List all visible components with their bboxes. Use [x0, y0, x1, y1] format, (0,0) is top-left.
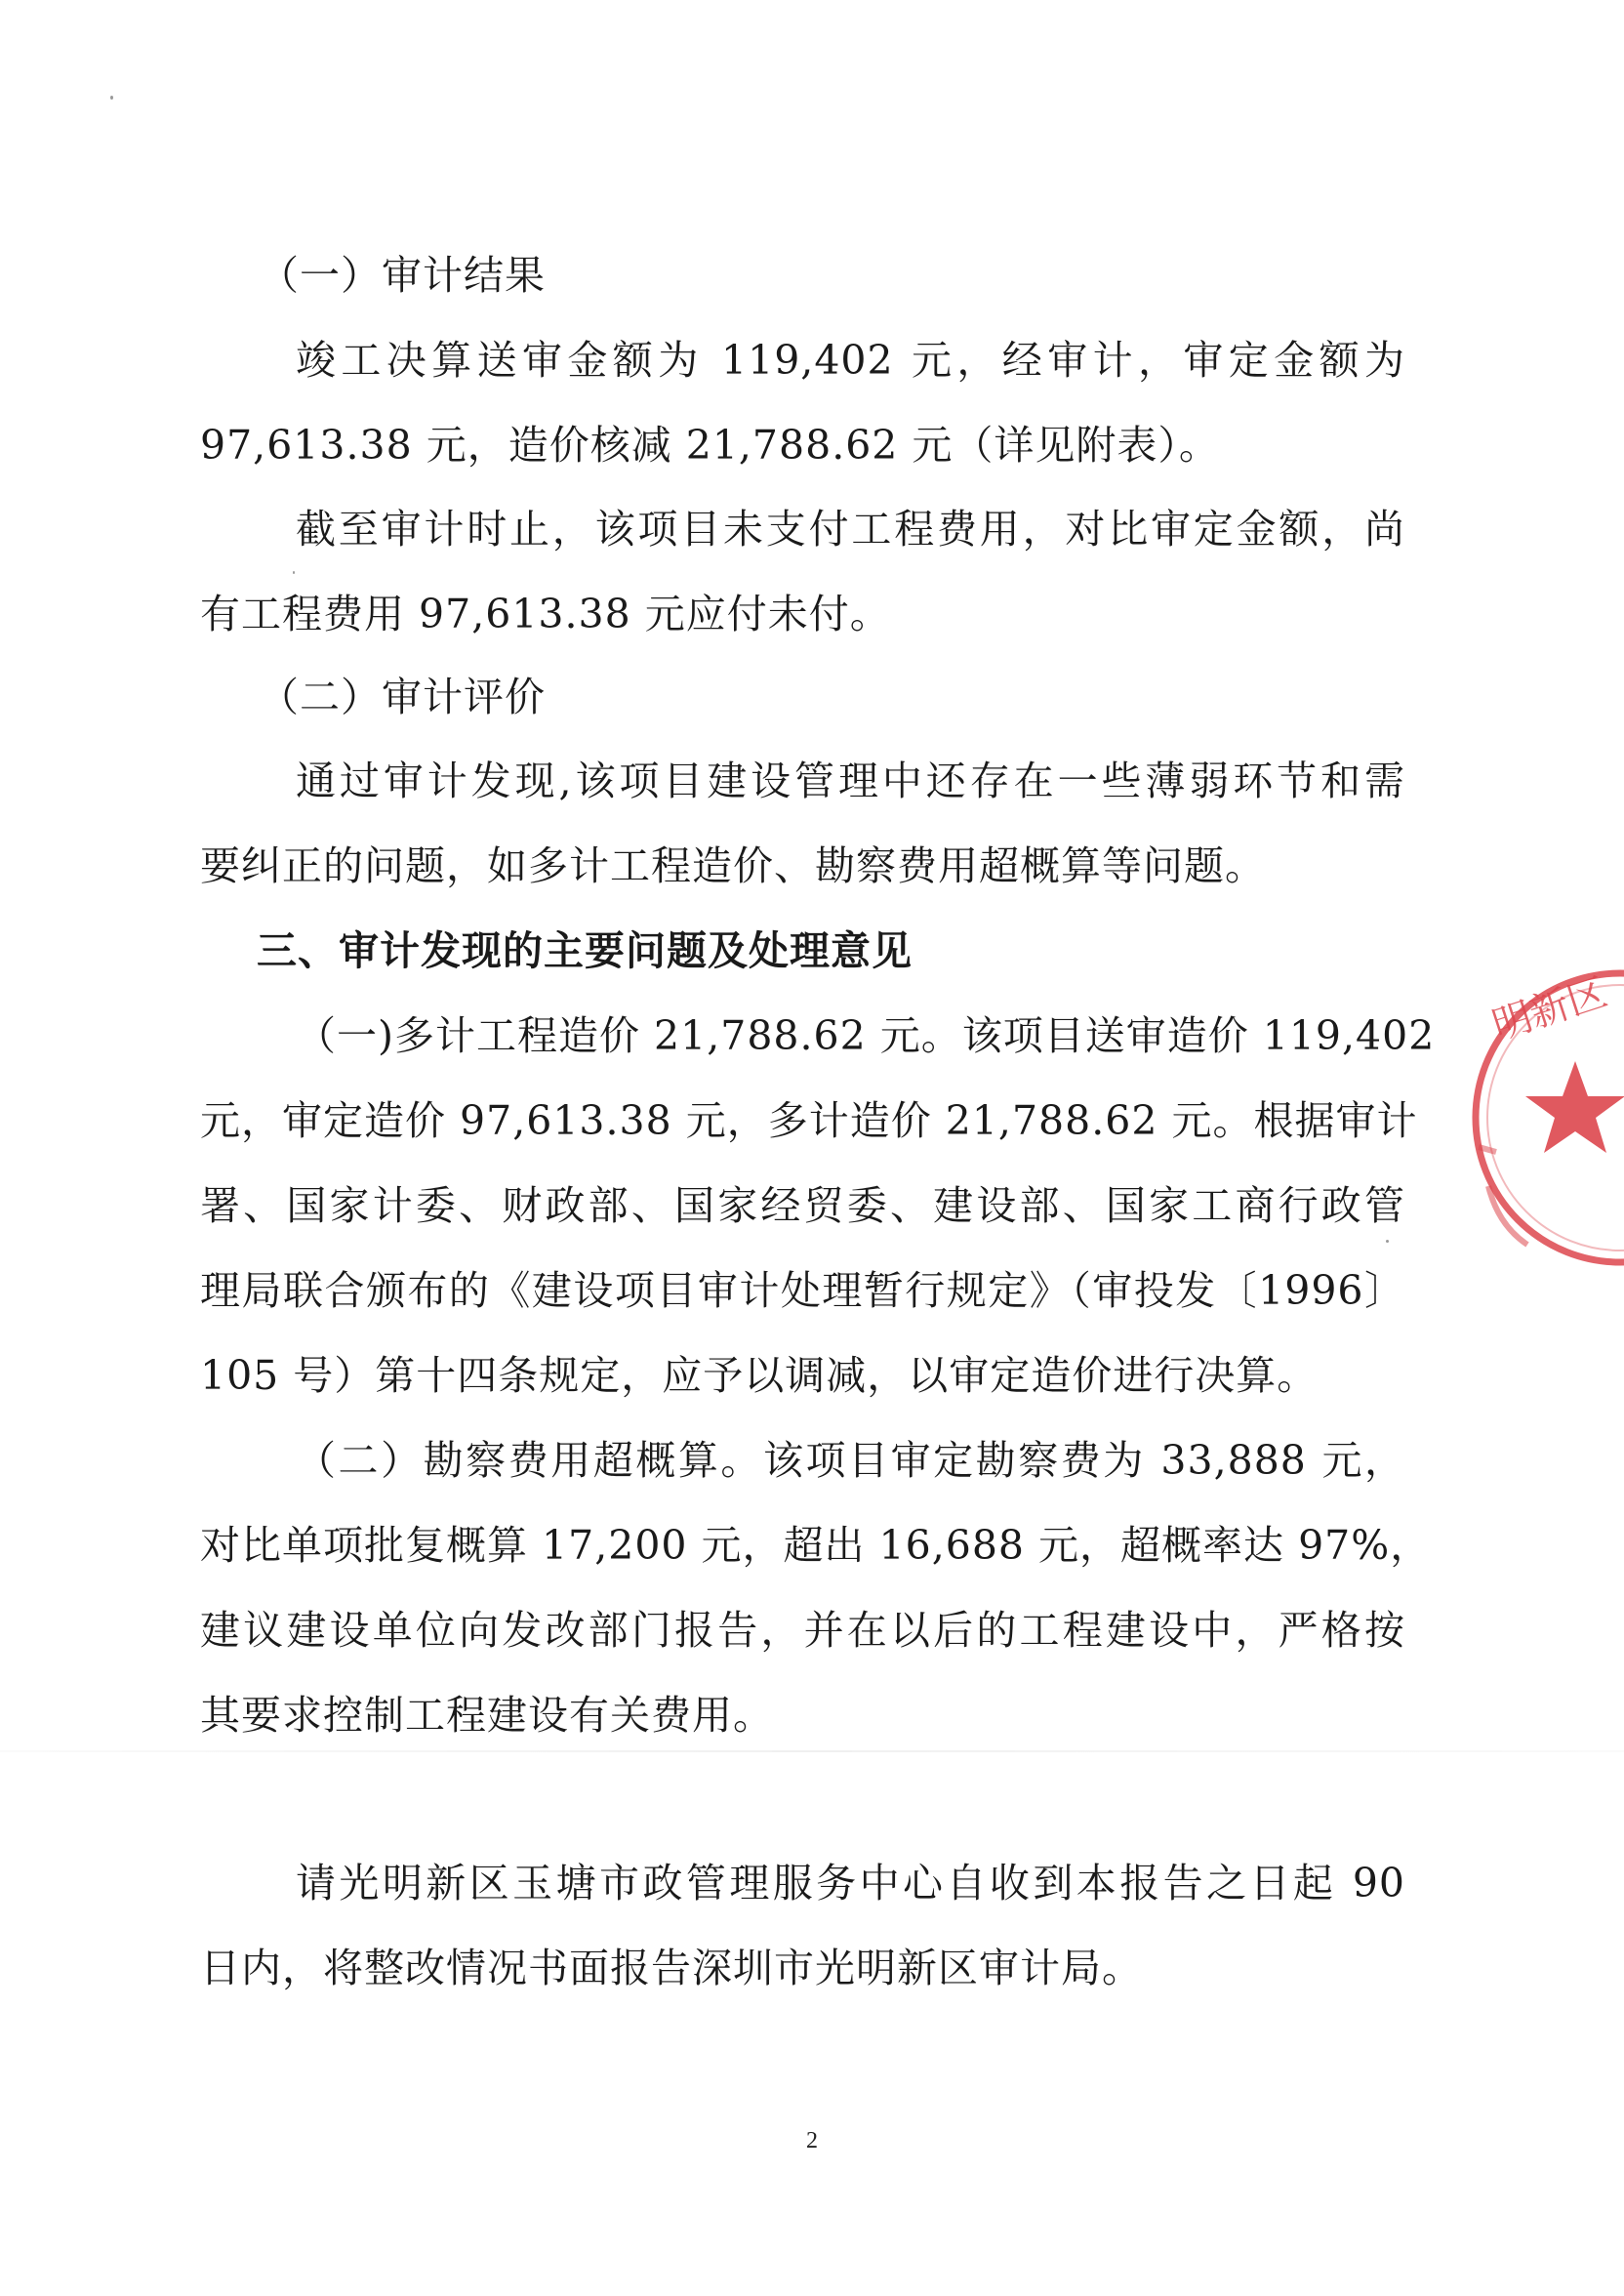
paragraph-line: 截至审计时止，该项目未支付工程费用，对比审定金额，尚: [296, 506, 1405, 553]
scan-speck: [293, 571, 295, 574]
star-seal-icon: [1459, 952, 1624, 1293]
paragraph-line: 105 号）第十四条规定，应予以调减，以审定造价进行决算。: [200, 1352, 1319, 1399]
scan-speck: [110, 96, 113, 100]
paragraph-line: 对比单项批复概算 17,200 元，超出 16,688 元，超概率达 97%，: [200, 1522, 1432, 1569]
chapter-heading: 三、审计发现的主要问题及处理意见: [257, 927, 913, 974]
paragraph-line: 请光明新区玉塘市政管理服务中心自收到本报告之日起 90: [296, 1860, 1405, 1906]
paragraph-line: 建议建设单位向发改部门报告，并在以后的工程建设中，严格按: [200, 1607, 1405, 1654]
seal-text: 明新区: [1486, 969, 1613, 1049]
paragraph-line: 日内，将整改情况书面报告深圳市光明新区审计局。: [200, 1945, 1143, 1991]
page-number: 2: [806, 2128, 818, 2153]
paragraph-line: 97,613.38 元，造价核减 21,788.62 元（详见附表）。: [200, 422, 1220, 469]
scan-speck: [1386, 1240, 1389, 1243]
paragraph-line: 通过审计发现,该项目建设管理中还存在一些薄弱环节和需: [296, 758, 1405, 804]
scan-separator: [0, 1750, 1624, 1752]
paragraph-line: 元，审定造价 97,613.38 元，多计造价 21,788.62 元。根据审计: [200, 1097, 1418, 1144]
paragraph-line: 要纠正的问题，如多计工程造价、勘察费用超概算等问题。: [200, 842, 1266, 889]
official-seal: [1459, 952, 1624, 1293]
paragraph-line: 理局联合颁布的《建设项目审计处理暂行规定》（审投发〔1996〕: [200, 1267, 1405, 1314]
paragraph-line: 有工程费用 97,613.38 元应付未付。: [200, 591, 891, 637]
section-heading: （二）审计评价: [259, 674, 546, 720]
paragraph-line: （一)多计工程造价 21,788.62 元。该项目送审造价 119,402: [296, 1012, 1436, 1059]
section-heading: （一）审计结果: [259, 252, 546, 299]
paragraph-line: （二）勘察费用超概算。该项目审定勘察费为 33,888 元，: [296, 1437, 1405, 1484]
paragraph-line: 竣工决算送审金额为 119,402 元，经审计，审定金额为: [296, 337, 1405, 384]
paragraph-line: 其要求控制工程建设有关费用。: [200, 1692, 774, 1739]
paragraph-line: 署、国家计委、财政部、国家经贸委、建设部、国家工商行政管: [200, 1182, 1405, 1229]
